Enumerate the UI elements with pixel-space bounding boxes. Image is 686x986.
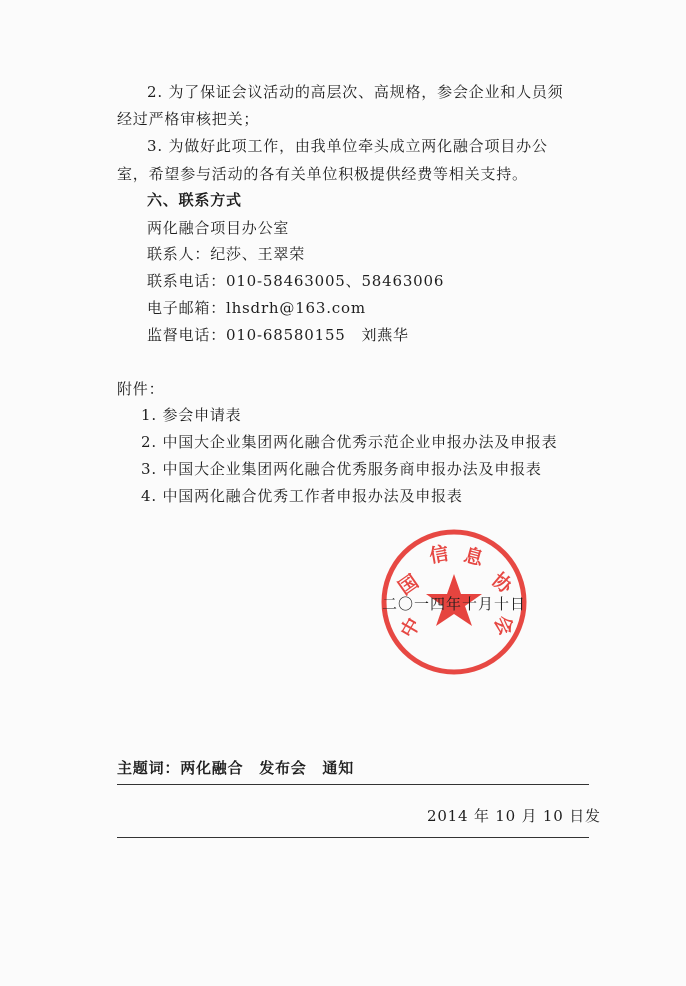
attachment-item: 4. 中国两化融合优秀工作者申报办法及申报表 <box>141 487 463 505</box>
signature-date: 二〇一四年十月十日 <box>382 595 527 613</box>
attachment-item: 2. 中国大企业集团两化融合优秀示范企业申报办法及申报表 <box>141 433 558 451</box>
attachments-label: 附件： <box>117 380 165 398</box>
attachment-item: 1. 参会申请表 <box>141 406 242 424</box>
svg-text:协: 协 <box>487 568 517 598</box>
contact-office: 两化融合项目办公室 <box>147 219 290 237</box>
paragraph-2-line-2: 经过严格审核把关； <box>117 110 260 128</box>
paragraph-3-line-1: 3. 为做好此项工作，由我单位牵头成立两化融合项目办公 <box>147 137 548 155</box>
svg-text:国: 国 <box>394 570 423 600</box>
subject-keywords: 主题词：两化融合 发布会 通知 <box>117 759 355 777</box>
svg-text:息: 息 <box>461 544 486 571</box>
svg-text:会: 会 <box>489 612 518 639</box>
contact-heading: 六、联系方式 <box>147 191 242 209</box>
contact-phone: 联系电话：010-58463005、58463006 <box>147 272 445 290</box>
footer-divider-bottom <box>117 837 589 838</box>
issue-date: 2014 年 10 月 10 日发 <box>427 807 601 825</box>
attachment-item: 3. 中国大企业集团两化融合优秀服务商申报办法及申报表 <box>141 460 542 478</box>
footer-divider-top <box>117 784 589 785</box>
contact-email: 电子邮箱：lhsdrh@163.com <box>147 299 366 317</box>
svg-text:中: 中 <box>396 614 426 642</box>
contact-person: 联系人：纪莎、王翠荣 <box>147 245 306 263</box>
svg-text:信: 信 <box>427 542 451 568</box>
contact-supervise-phone: 监督电话：010-68580155 刘燕华 <box>147 326 409 344</box>
paragraph-3-line-2: 室，希望参与活动的各有关单位积极提供经费等相关支持。 <box>117 165 528 183</box>
paragraph-2-line-1: 2. 为了保证会议活动的高层次、高规格，参会企业和人员须 <box>147 83 564 101</box>
